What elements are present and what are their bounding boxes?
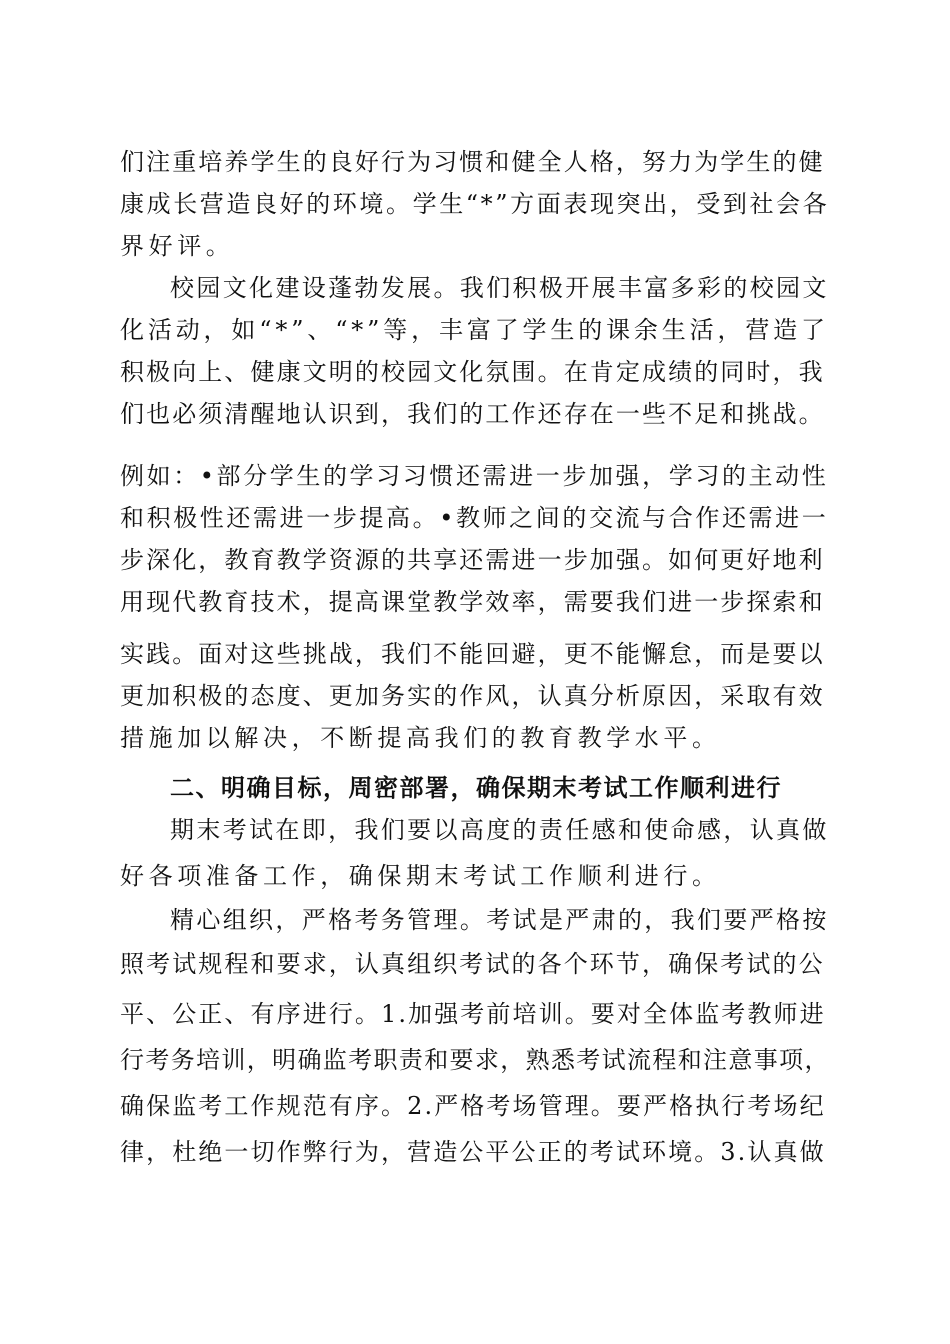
text-line: 们注重培养学生的良好行为习惯和健全人格，努力为学生的健 xyxy=(120,148,825,176)
text-line: 律，杜绝一切作弊行为，营造公平公正的考试环境。3.认真做 xyxy=(120,1138,826,1166)
text-line: 和积极性还需进一步提高。•教师之间的交流与合作还需进一 xyxy=(120,504,829,532)
section-heading: 二、明确目标，周密部署，确保期末考试工作顺利进行 xyxy=(170,774,782,802)
text-line: 用现代教育技术，提高课堂教学效率，需要我们进一步探索和 xyxy=(120,588,825,616)
text-line: 措施加以解决，不断提高我们的教育教学水平。 xyxy=(120,724,721,752)
text-line: 期末考试在即，我们要以高度的责任感和使命感，认真做 xyxy=(170,816,829,844)
text-line: 步深化，教育教学资源的共享还需进一步加强。如何更好地利 xyxy=(120,546,825,574)
text-line: 实践。面对这些挑战，我们不能回避，更不能懈怠，而是要以 xyxy=(120,640,825,668)
text-line: 确保监考工作规范有序。2.严格考场管理。要严格执行考场纪 xyxy=(120,1092,826,1120)
text-line: 更加积极的态度、更加务实的作风，认真分析原因，采取有效 xyxy=(120,682,825,710)
text-line: 照考试规程和要求，认真组织考试的各个环节，确保考试的公 xyxy=(120,950,825,978)
text-line: 精心组织，严格考务管理。考试是严肃的，我们要严格按 xyxy=(170,906,829,934)
text-line: 化活动，如“*”、“*”等，丰富了学生的课余生活，营造了 xyxy=(120,316,829,344)
text-line: 好各项准备工作，确保期末考试工作顺利进行。 xyxy=(120,862,721,890)
text-line: 平、公正、有序进行。1.加强考前培训。要对全体监考教师进 xyxy=(120,1000,826,1028)
text-line: 行考务培训，明确监考职责和要求，熟悉考试流程和注意事项， xyxy=(120,1046,830,1074)
text-line: 们也必须清醒地认识到，我们的工作还存在一些不足和挑战。 xyxy=(120,400,825,428)
text-line: 康成长营造良好的环境。学生“*”方面表现突出，受到社会各 xyxy=(120,190,830,218)
text-line: 界好评。 xyxy=(120,232,235,260)
text-line: 校园文化建设蓬勃发展。我们积极开展丰富多彩的校园文 xyxy=(170,274,829,302)
text-line: 例如：•部分学生的学习习惯还需进一步加强，学习的主动性 xyxy=(120,462,829,490)
text-line: 积极向上、健康文明的校园文化氛围。在肯定成绩的同时，我 xyxy=(120,358,825,386)
